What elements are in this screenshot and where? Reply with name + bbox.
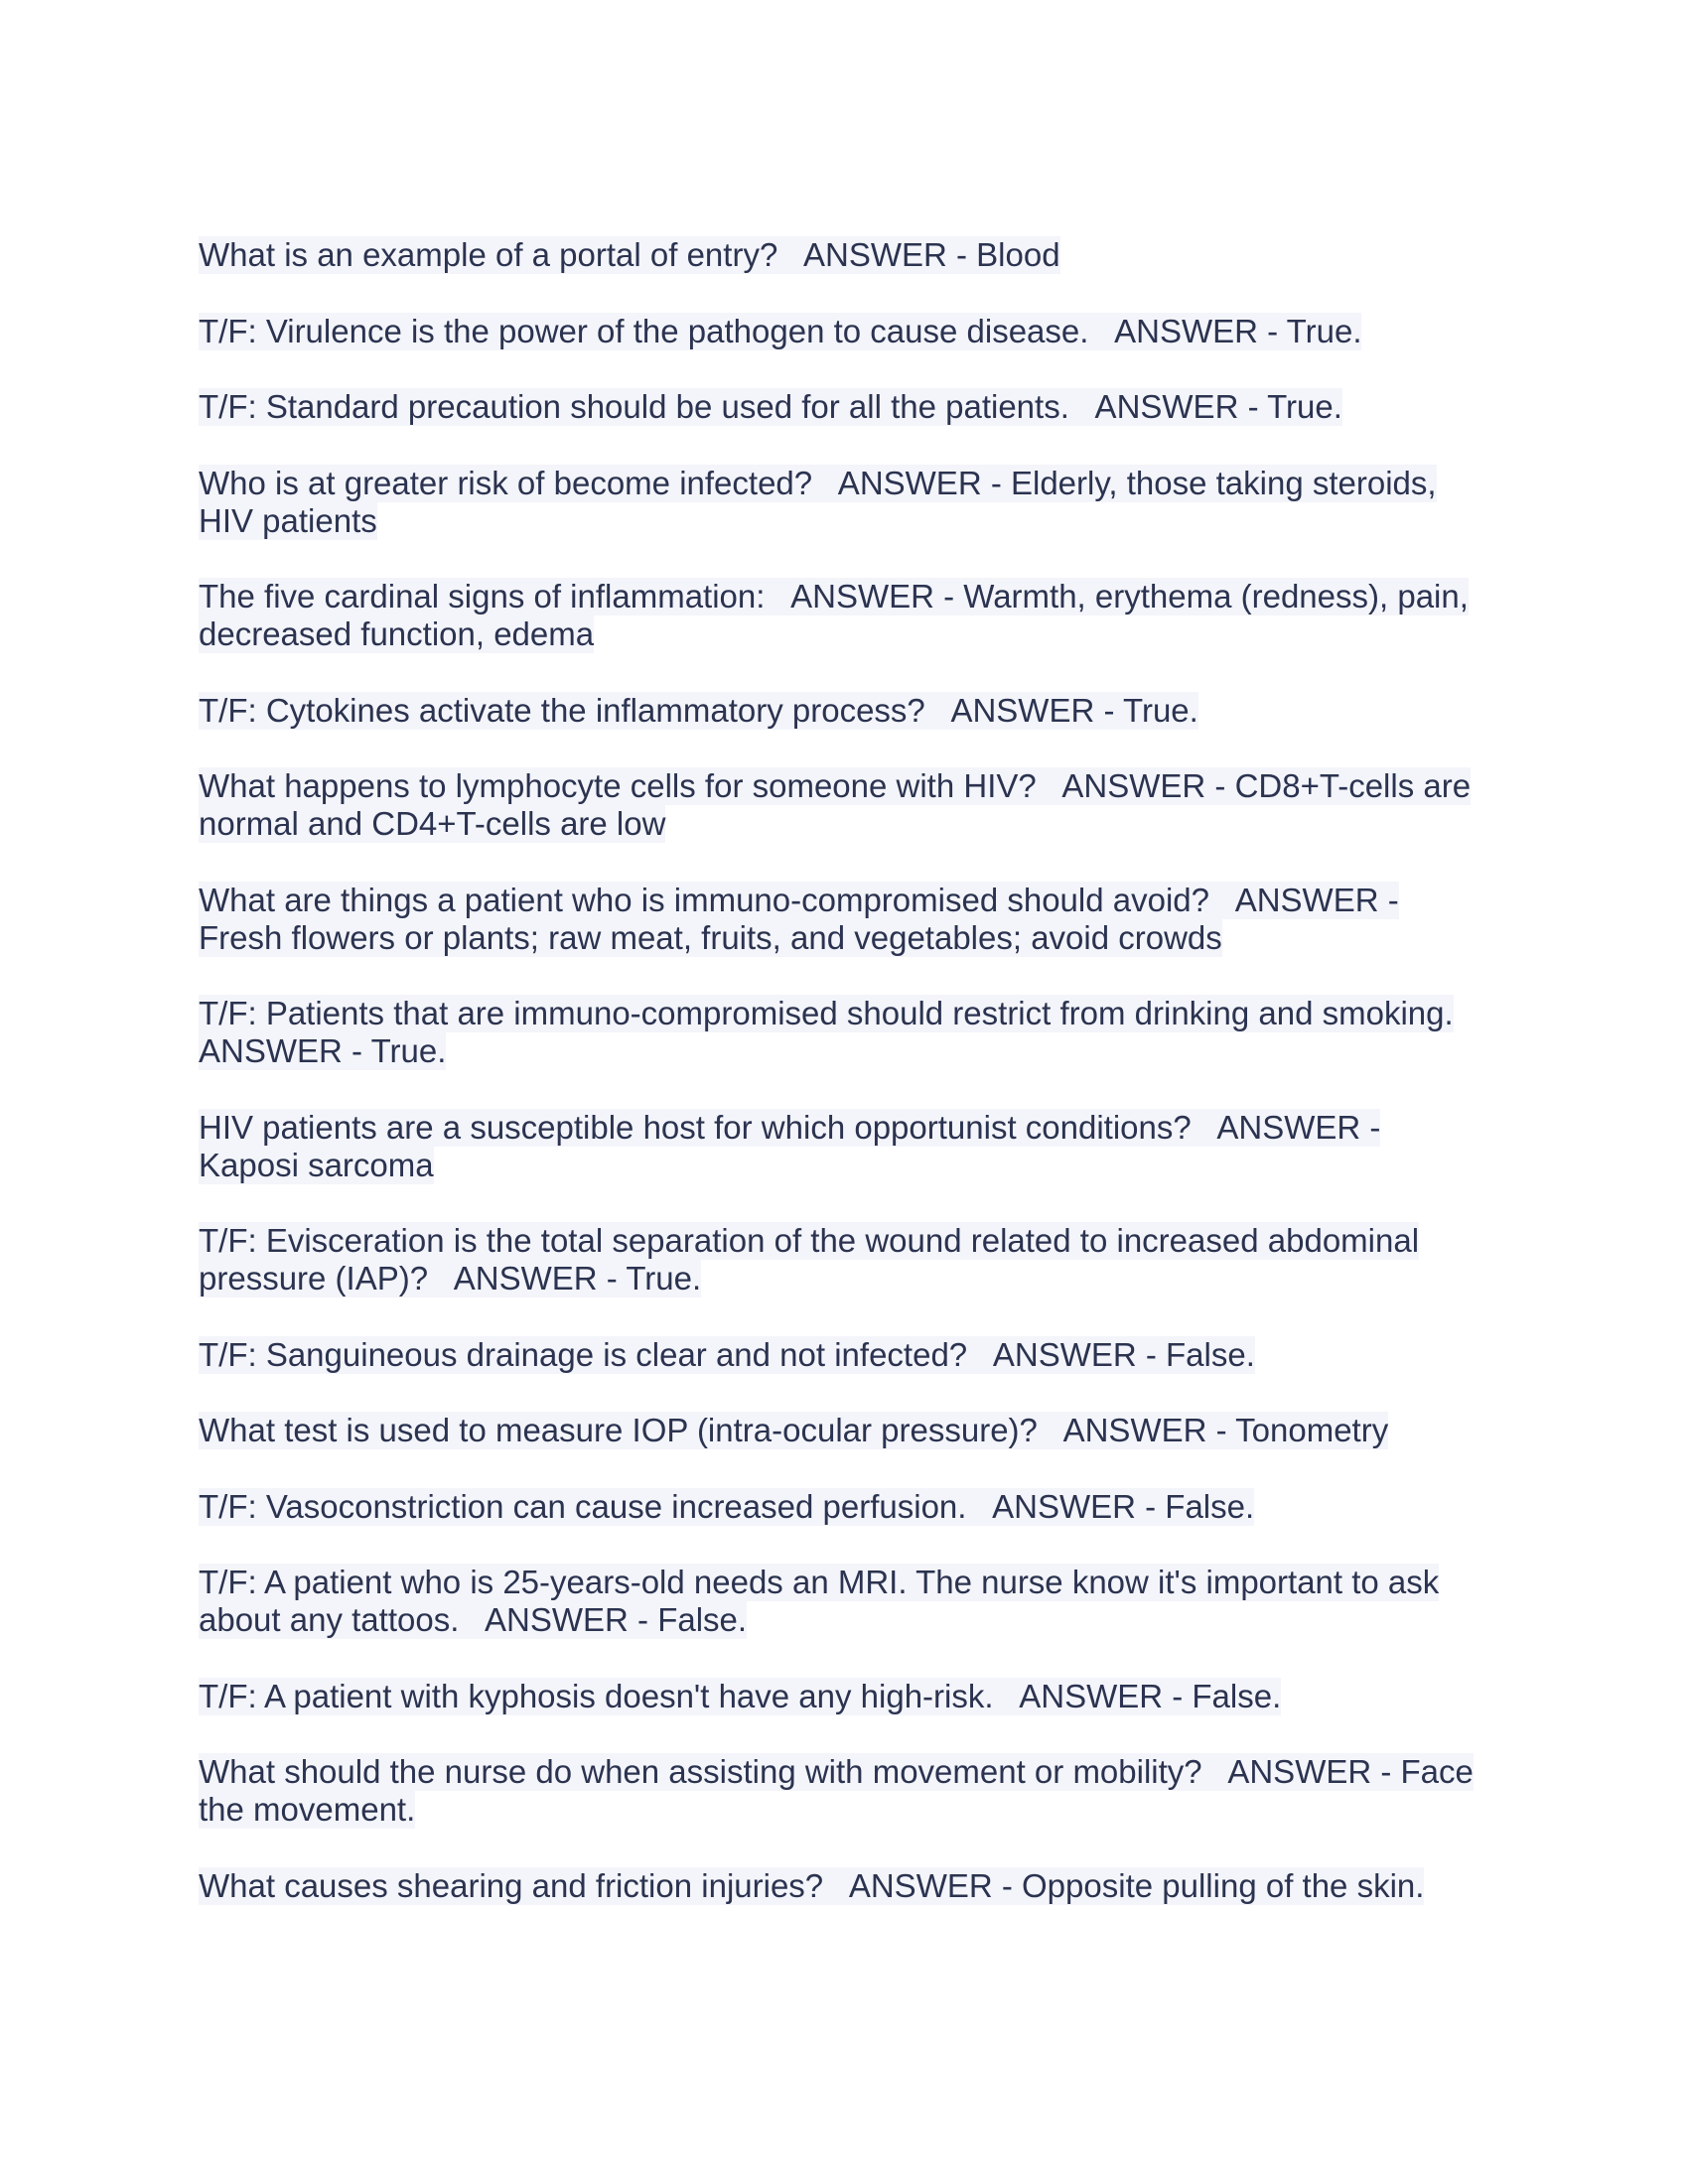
- qa-text: What causes shearing and friction injuries? ANSWER - Opposite pulling of the skin.: [199, 1866, 1425, 1904]
- qa-item-opportunist-conditions: [199, 1109, 1489, 1184]
- qa-item-shearing-friction: [199, 1867, 1489, 1905]
- qa-item-virulence: [199, 313, 1489, 350]
- qa-item-movement-mobility: [199, 1753, 1489, 1829]
- qa-text: T/F: Patients that are immuno-compromised should restrict from drinking and smoking.: [199, 995, 1454, 1031]
- document-page: [199, 236, 1489, 1943]
- qa-text-continued: Fresh flowers or plants; raw meat, fruits, and vegetables; avoid crowds: [199, 918, 1222, 956]
- qa-item-iop-test: [199, 1412, 1489, 1449]
- qa-text: T/F: Evisceration is the total separation of the wound related to increased abdominal: [199, 1222, 1420, 1259]
- qa-text-continued: normal and CD4+T-cells are low: [199, 805, 666, 842]
- qa-item-immunocompromised-avoid: [199, 882, 1489, 957]
- qa-text: Who is at greater risk of become infected? ANSWER - Elderly, those taking steroids,: [199, 464, 1437, 501]
- qa-text: What is an example of a portal of entry? ANSWER - Blood: [199, 236, 1060, 273]
- qa-item-standard-precaution: [199, 388, 1489, 426]
- qa-item-infection-risk: [199, 465, 1489, 540]
- qa-item-vasoconstriction: [199, 1488, 1489, 1526]
- qa-item-inflammation-signs: [199, 578, 1489, 653]
- qa-text: T/F: Vasoconstriction can cause increased perfusion. ANSWER - False.: [199, 1487, 1255, 1525]
- qa-item-cytokines: [199, 692, 1489, 730]
- qa-text: T/F: Sanguineous drainage is clear and not infected? ANSWER - False.: [199, 1335, 1255, 1373]
- qa-item-portal-of-entry: [199, 236, 1489, 274]
- qa-text: HIV patients are a susceptible host for which opportunist conditions? ANSWER -: [199, 1108, 1381, 1146]
- qa-text-continued: the movement.: [199, 1791, 416, 1828]
- qa-text: What test is used to measure IOP (intra-ocular pressure)? ANSWER - Tonometry: [199, 1412, 1389, 1448]
- qa-item-drinking-smoking: [199, 995, 1489, 1070]
- qa-text: What should the nurse do when assisting with movement or mobility? ANSWER - Face: [199, 1753, 1474, 1790]
- qa-text-continued: about any tattoos. ANSWER - False.: [199, 1601, 748, 1638]
- qa-text: What happens to lymphocyte cells for someone with HIV? ANSWER - CD8+T-cells are: [199, 767, 1472, 804]
- qa-item-mri-tattoos: [199, 1564, 1489, 1639]
- qa-text: T/F: A patient with kyphosis doesn't have any high-risk. ANSWER - False.: [199, 1677, 1282, 1714]
- qa-item-lymphocyte-hiv: [199, 767, 1489, 843]
- qa-text: T/F: Standard precaution should be used for all the patients. ANSWER - True.: [199, 388, 1342, 425]
- qa-text-continued: HIV patients: [199, 501, 377, 539]
- qa-text: The five cardinal signs of inflammation: ANSWER - Warmth, erythema (redness), pain,: [199, 578, 1469, 614]
- qa-text: What are things a patient who is immuno-compromised should avoid? ANSWER -: [199, 881, 1399, 918]
- qa-text: T/F: Virulence is the power of the pathogen to cause disease. ANSWER - True.: [199, 312, 1362, 349]
- qa-text-continued: Kaposi sarcoma: [199, 1146, 434, 1183]
- qa-text-continued: pressure (IAP)? ANSWER - True.: [199, 1260, 702, 1297]
- qa-item-kyphosis: [199, 1678, 1489, 1715]
- qa-text: T/F: Cytokines activate the inflammatory process? ANSWER - True.: [199, 691, 1198, 729]
- qa-text-continued: ANSWER - True.: [199, 1032, 447, 1069]
- qa-item-evisceration: [199, 1222, 1489, 1297]
- qa-text: T/F: A patient who is 25-years-old needs an MRI. The nurse know it's important to ask: [199, 1564, 1440, 1600]
- qa-text-continued: decreased function, edema: [199, 615, 595, 652]
- qa-item-sanguineous-drainage: [199, 1336, 1489, 1374]
